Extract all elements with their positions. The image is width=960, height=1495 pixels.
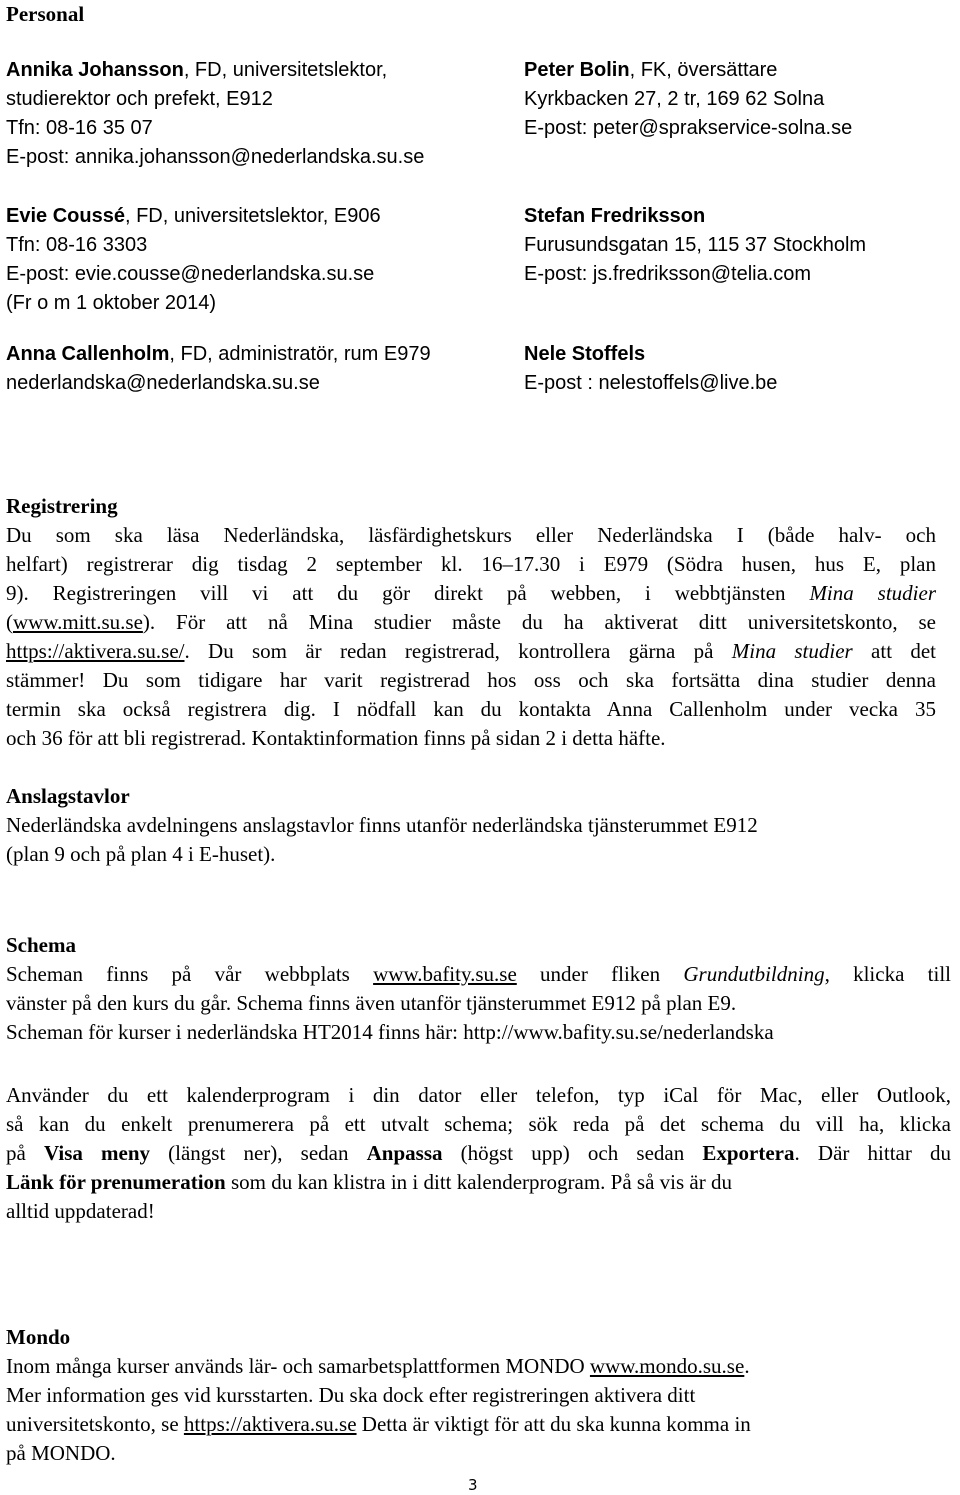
text-line: vänster på den kurs du går. Schema finns även utanför tjänsterummet E912 på plan E9.: [6, 991, 737, 1015]
staff-email: E-post: annika.johansson@nederlandska.su.se: [6, 146, 425, 168]
text-line: Scheman för kurser i nederländska HT2014 finns här: http://www.bafity.su.se/nederlandska: [6, 1020, 774, 1044]
text-span: Scheman finns på vår webbplats: [6, 962, 374, 986]
text-span: under fliken: [516, 962, 684, 986]
staff-entry: [524, 340, 954, 398]
text-span: 9). Registreringen vill vi att du gör direkt på webben, i webbtjänsten: [6, 581, 810, 605]
staff-phone: Tfn: 08-16 3303: [6, 234, 148, 256]
text-span: , klicka till: [824, 962, 952, 986]
text-span: (: [6, 610, 13, 634]
section-heading-personal: Personal: [6, 2, 85, 26]
staff-email: nederlandska@nederlandska.su.se: [6, 372, 320, 394]
page-number: 3: [468, 1476, 478, 1494]
staff-entry: [524, 202, 954, 289]
staff-title: , FD, universitetslektor, E906: [124, 205, 381, 227]
text-line: Nederländska avdelningens anslagstavlor finns utanför nederländska tjänsterummet E912: [6, 813, 758, 837]
staff-entry: [6, 202, 506, 318]
emphasis: Länk för prenumeration: [6, 1170, 226, 1194]
text-line: på MONDO.: [6, 1441, 116, 1465]
text-line: så kan du enkelt prenumerera på ett utvalt schema; sök reda på det schema du vill ha, klicka: [6, 1112, 951, 1136]
emphasis: Grundutbildning: [683, 962, 825, 986]
text-span: Inom många kurser används lär- och samarbetsplattformen MONDO: [6, 1354, 590, 1378]
text-span: (högst upp) och sedan: [442, 1141, 703, 1165]
text-span: Detta är viktigt för att du ska kunna komma in: [356, 1412, 751, 1436]
text-line: [6, 960, 951, 989]
emphasis: Visa meny: [43, 1141, 151, 1165]
staff-email: E-post : nelestoffels@live.be: [524, 372, 778, 394]
text-span: som du kan klistra in i ditt kalenderprogram. På så vis är du: [225, 1170, 732, 1194]
section-heading-registrering: Registrering: [6, 494, 118, 518]
mitt-su-link[interactable]: www.mitt.su.se: [13, 610, 143, 634]
staff-title: , FD, universitetslektor,: [183, 59, 388, 81]
staff-entry: [6, 340, 506, 398]
text-span: . Där hittar du: [794, 1141, 951, 1165]
staff-entry: [524, 56, 954, 143]
staff-email: E-post: evie.cousse@nederlandska.su.se: [6, 263, 375, 285]
text-line: [6, 579, 936, 608]
aktivera-link[interactable]: https://aktivera.su.se/: [6, 639, 185, 663]
staff-name: Nele Stoffels: [524, 343, 646, 365]
staff-address: Kyrkbacken 27, 2 tr, 169 62 Solna: [524, 88, 825, 110]
text-span: .: [744, 1354, 750, 1378]
text-line: [6, 637, 936, 666]
text-span: universitetskonto, se: [6, 1412, 184, 1436]
staff-title: , FK, översättare: [629, 59, 778, 81]
bafity-link[interactable]: www.bafity.su.se: [373, 962, 517, 986]
text-line: [6, 1139, 951, 1168]
staff-name: Anna Callenholm: [6, 343, 170, 365]
anslagstavlor-paragraph: [6, 811, 936, 869]
text-line: och 36 för att bli registrerad. Kontaktinformation finns på sidan 2 i detta häfte.: [6, 726, 666, 750]
staff-email: E-post: js.fredriksson@telia.com: [524, 263, 812, 285]
text-line: [6, 608, 936, 637]
registrering-paragraph: [6, 521, 936, 753]
staff-title: , FD, administratör, rum E979: [169, 343, 431, 365]
text-line: [6, 1168, 951, 1197]
mondo-link[interactable]: www.mondo.su.se: [589, 1354, 745, 1378]
text-span: ). För att nå Mina studier måste du ha aktiverat ditt universitetskonto, se: [142, 610, 936, 634]
text-line: Använder du ett kalenderprogram i din dator eller telefon, typ iCal för Mac, eller Outlook,: [6, 1083, 951, 1107]
emphasis: Mina studier: [809, 581, 936, 605]
staff-entry: [6, 56, 506, 172]
section-heading-anslagstavlor: Anslagstavlor: [6, 784, 130, 808]
schema-paragraph: [6, 960, 951, 1047]
staff-address: Furusundsgatan 15, 115 37 Stockholm: [524, 234, 867, 256]
text-line: Mer information ges vid kursstarten. Du ska dock efter registreringen aktivera ditt: [6, 1383, 696, 1407]
emphasis: Anpassa: [366, 1141, 443, 1165]
section-heading-schema: Schema: [6, 933, 76, 957]
text-line: [6, 1410, 936, 1439]
staff-name: Peter Bolin: [524, 59, 630, 81]
staff-note: (Fr o m 1 oktober 2014): [6, 292, 217, 314]
text-line: helfart) registrerar dig tisdag 2 september kl. 16–17.30 i E979 (Södra husen, hus E, plan: [6, 552, 936, 576]
text-line: termin ska också registrera dig. I nödfall kan du kontakta Anna Callenholm under vecka 35: [6, 697, 936, 721]
calendar-paragraph: [6, 1081, 951, 1226]
text-span: . Du som är redan registrerad, kontrollera gärna på: [184, 639, 732, 663]
emphasis: Exportera: [702, 1141, 795, 1165]
emphasis: Mina studier: [731, 639, 853, 663]
staff-left-column: [6, 56, 506, 398]
mondo-paragraph: [6, 1352, 936, 1468]
staff-phone: Tfn: 08-16 35 07: [6, 117, 153, 139]
staff-right-column: [524, 56, 954, 398]
staff-name: Annika Johansson: [6, 59, 184, 81]
text-line: [6, 1352, 936, 1381]
text-line: alltid uppdaterad!: [6, 1199, 155, 1223]
text-span: att det: [852, 639, 936, 663]
text-line: stämmer! Du som tidigare har varit registrerad hos oss och ska fortsätta dina studier denna: [6, 668, 936, 692]
section-heading-mondo: Mondo: [6, 1325, 71, 1349]
text-span: på: [6, 1141, 44, 1165]
staff-name: Evie Coussé: [6, 205, 125, 227]
text-line: (plan 9 och på plan 4 i E-huset).: [6, 842, 276, 866]
text-span: (längst ner), sedan: [150, 1141, 367, 1165]
staff-name: Stefan Fredriksson: [524, 205, 706, 227]
staff-email: E-post: peter@sprakservice-solna.se: [524, 117, 853, 139]
aktivera-link[interactable]: https://aktivera.su.se: [183, 1412, 357, 1436]
text-line: Du som ska läsa Nederländska, läsfärdighetskurs eller Nederländska I (både halv- och: [6, 523, 936, 547]
staff-role: studierektor och prefekt, E912: [6, 88, 273, 110]
